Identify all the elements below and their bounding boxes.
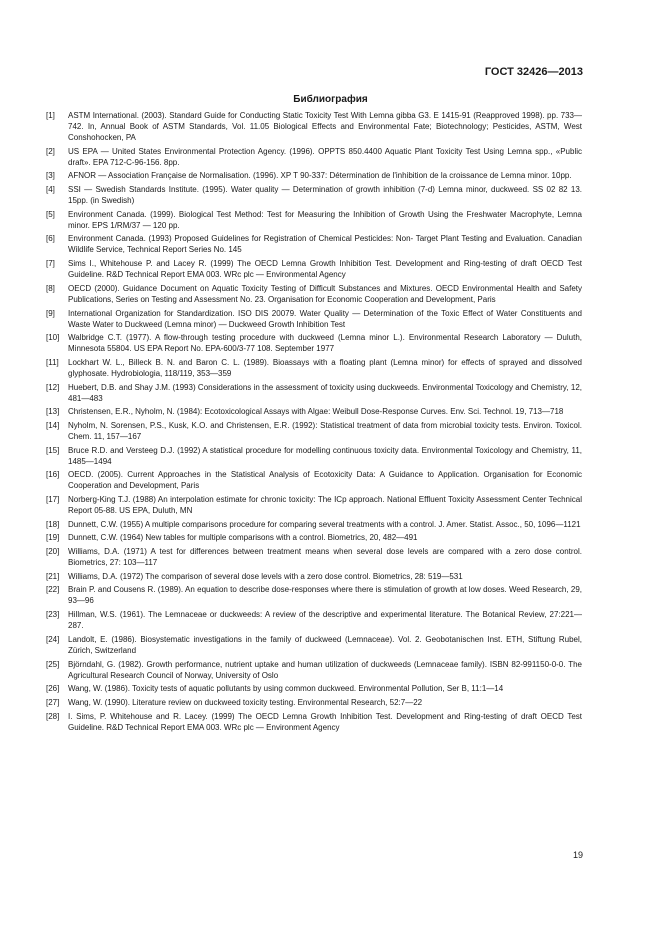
reference-number: [21]	[46, 571, 60, 581]
reference-number: [27]	[46, 697, 60, 707]
reference-text: Christensen, E.R., Nyholm, N. (1984): Ecotoxicological Assays with Algae: Weibull Dose-Response Curves. Env. Sci. Technol. 19, 713—718	[68, 407, 564, 417]
reference-number: [3]	[46, 171, 55, 181]
reference-text: US EPA — United States Environmental Protection Agency. (1996). OPPTS 850.4400 Aquatic Plant Toxicity Test Using Lemna spp., «Public draft». EPA 712-C-96-156. 8pp.	[68, 146, 582, 167]
reference-item	[46, 420, 582, 442]
reference-text: Hillman, W.S. (1961). The Lemnaceae or duckweeds: A review of the descriptive and experimental literature. The Botanical Review, 27:221—287.	[68, 610, 582, 631]
reference-number: [14]	[46, 420, 60, 430]
reference-text: Bruce R.D. and Versteeg D.J. (1992) A statistical procedure for modelling continuous toxicity data. Environmental Toxicology and Chemistry, 11, 1485—1494	[68, 445, 582, 466]
reference-number: [8]	[46, 283, 55, 293]
reference-item	[46, 146, 582, 168]
reference-number: [7]	[46, 259, 55, 269]
reference-number: [9]	[46, 308, 55, 318]
reference-number: [4]	[46, 185, 55, 195]
reference-text: Brain P. and Cousens R. (1989). An equation to describe dose-responses where there is stimulation of growth at low doses. Weed Research, 29, 93—96	[68, 585, 582, 606]
reference-item	[46, 697, 582, 708]
reference-item	[46, 184, 582, 206]
reference-text: International Organization for Standardization. ISO DIS 20079. Water Quality — Determination of the Toxic Effect of Water Constituents and Waste Water to Duckweed (Lemna minor) — Duckweed Growth Inhibition Test	[68, 308, 582, 329]
reference-number: [25]	[46, 659, 60, 669]
reference-item	[46, 546, 582, 568]
reference-item	[46, 571, 582, 582]
reference-text: Nyholm, N. Sorensen, P.S., Kusk, K.O. and Christensen, E.R. (1992): Statistical treatment of data from microbial toxicity tests. Environ. Toxicol. Chem. 11, 157—167	[68, 420, 582, 441]
reference-text: Dunnett, C.W. (1955) A multiple comparisons procedure for comparing several treatments with a control. J. Amer. Statist. Assoc., 50, 1096—1121	[68, 519, 581, 529]
reference-item	[46, 209, 582, 231]
reference-number: [11]	[46, 357, 59, 367]
reference-text: Björndahl, G. (1982). Growth performance, nutrient uptake and human utilization of duckweeds (Lemnaceae family). ISBN 82-991150-0-0. The Agricultural Research Council of Norway, University of Oslo	[68, 659, 582, 680]
page-number: 19	[572, 850, 583, 860]
reference-item	[46, 308, 582, 330]
reference-text: Williams, D.A. (1972) The comparison of several dose levels with a zero dose control. Biometrics, 28: 519—531	[68, 571, 463, 581]
reference-number: [1]	[46, 111, 55, 120]
reference-text: Wang, W. (1990). Literature review on duckweed toxicity testing. Environmental Research, 52:7—22	[68, 697, 423, 707]
reference-text: OECD (2000). Guidance Document on Aquatic Toxicity Testing of Difficult Substances and Mixtures. OECD Environmental Health and Safety Publications, Series on Testing and Assessment No. 23. Organisation for Economic Cooperation and Development, Paris	[68, 283, 582, 304]
reference-number: [15]	[46, 445, 60, 455]
reference-text: AFNOR — Association Française de Normalisation. (1996). XP T 90-337: Détermination de l'inhibition de la croissance de Lemna minor. 10pp.	[68, 171, 572, 181]
reference-number: [22]	[46, 585, 60, 595]
reference-number: [17]	[46, 495, 60, 504]
reference-number: [24]	[46, 634, 60, 644]
reference-item	[46, 683, 582, 694]
reference-text: I. Sims, P. Whitehouse and R. Lacey. (1999) The OECD Lemna Growth Inhibition Test. Development and Ring-testing of draft OECD Test Guideline. R&D Technical Report EMA 003. WRc plc — Environment Agency	[68, 711, 582, 732]
reference-text: ASTM International. (2003). Standard Guide for Conducting Static Toxicity Test With Lemna gibba G3. E 1415-91 (Reapproved 1998). pp. 733—742. In, Annual Book of ASTM Standards, Vol. 11.05 Biological Effects and Environmental Fate; Biotechnology; Pesticides, ASTM, West Conshohocken, PA	[68, 111, 582, 142]
reference-number: [13]	[46, 407, 60, 417]
reference-text: Dunnett, C.W. (1964) New tables for multiple comparisons with a control. Biometrics, 20, 482—491	[68, 533, 418, 543]
reference-text: Landolt, E. (1986). Biosystematic investigations in the family of duckweed (Lemnaceae). Vol. 2. Geobotanischen Inst. ETH, Stiftung Rubel, Zürich, Switzerland	[68, 634, 582, 655]
reference-text: OECD. (2005). Current Approaches in the Statistical Analysis of Ecotoxicity Data: A Guidance to Application. Organisation for Economic Cooperation and Development, Paris	[68, 470, 582, 491]
reference-number: [26]	[46, 684, 60, 694]
reference-item	[46, 711, 582, 733]
reference-text: Environment Canada. (1993) Proposed Guidelines for Registration of Chemical Pesticides: Non- Target Plant Testing and Evaluation. Canadian Wildlife Service, Technical Report Series No. 145	[68, 234, 582, 255]
reference-number: [2]	[46, 146, 55, 156]
reference-item	[46, 382, 582, 404]
reference-item	[46, 609, 582, 631]
reference-item	[46, 519, 582, 530]
reference-number: [18]	[46, 519, 60, 529]
reference-item	[46, 634, 582, 656]
reference-text: Environment Canada. (1999). Biological Test Method: Test for Measuring the Inhibition of Growth Using the Freshwater Macrophyte, Lemna minor. EPS 1/RM/37 — 120 pp.	[68, 209, 582, 230]
reference-item	[46, 406, 582, 417]
reference-item	[46, 469, 582, 491]
reference-item	[46, 258, 582, 280]
reference-item	[46, 532, 582, 543]
reference-text: Norberg-King T.J. (1988) An interpolation estimate for chronic toxicity: The ICp approach. National Effluent Toxicity Assessment Center Technical Report 05-88. US EPA, Duluth, MN	[68, 495, 582, 515]
reference-text: Williams, D.A. (1971) A test for differences between treatment means when several dose levels are compared with a zero dose control. Biometrics, 27: 103—117	[68, 547, 582, 568]
reference-text: Walbridge C.T. (1977). A flow-through testing procedure with duckweed (Lemna minor L.). Environmental Research Laboratory — Duluth, Minnesota 55804. US EPA Report No. EPA-600/3-77 108. September 1977	[68, 333, 582, 354]
bibliography-title: Библиография	[293, 94, 368, 105]
reference-item	[46, 332, 582, 354]
document-code: ГОСТ 32426—2013	[484, 66, 583, 78]
reference-number: [12]	[46, 382, 60, 392]
reference-text: Sims I., Whitehouse P. and Lacey R. (1999) The OECD Lemna Growth Inhibition Test. Development and Ring-testing of draft OECD Test Guideline. R&D Technical Report EMA 003. WRc plc — Environmental Agency	[68, 259, 582, 280]
reference-item	[46, 283, 582, 305]
reference-text: SSI — Swedish Standards Institute. (1995). Water quality — Determination of growth inhibition (7-d) Lemna minor, duckweed. SS 02 82 13. 15pp. (in Swedish)	[68, 185, 582, 206]
reference-item	[46, 357, 582, 379]
reference-number: [5]	[46, 209, 55, 219]
reference-list	[46, 110, 582, 735]
reference-number: [19]	[46, 533, 60, 543]
reference-item	[46, 110, 582, 143]
reference-text: Lockhart W. L., Billeck B. N. and Baron C. L. (1989). Bioassays with a floating plant (Lemna minor) for effects of sprayed and dissolved glyphosate. Hydrobiologia, 118/119, 353—359	[68, 357, 582, 378]
reference-item	[46, 584, 582, 606]
reference-item	[46, 445, 582, 467]
reference-number: [16]	[46, 470, 60, 480]
reference-item	[46, 233, 582, 255]
reference-item	[46, 170, 582, 181]
reference-number: [10]	[46, 333, 60, 343]
reference-item	[46, 494, 582, 516]
reference-text: Huebert, D.B. and Shay J.M. (1993) Considerations in the assessment of toxicity using duckweeds. Environmental Toxicology and Chemistry, 12, 481—483	[68, 382, 582, 403]
reference-number: [23]	[46, 610, 60, 620]
reference-text: Wang, W. (1986). Toxicity tests of aquatic pollutants by using common duckweed. Environmental Pollution, Ser B, 11:1—14	[68, 684, 504, 694]
reference-number: [6]	[46, 234, 55, 244]
reference-number: [28]	[46, 711, 60, 721]
reference-item	[46, 659, 582, 681]
reference-number: [20]	[46, 547, 60, 557]
